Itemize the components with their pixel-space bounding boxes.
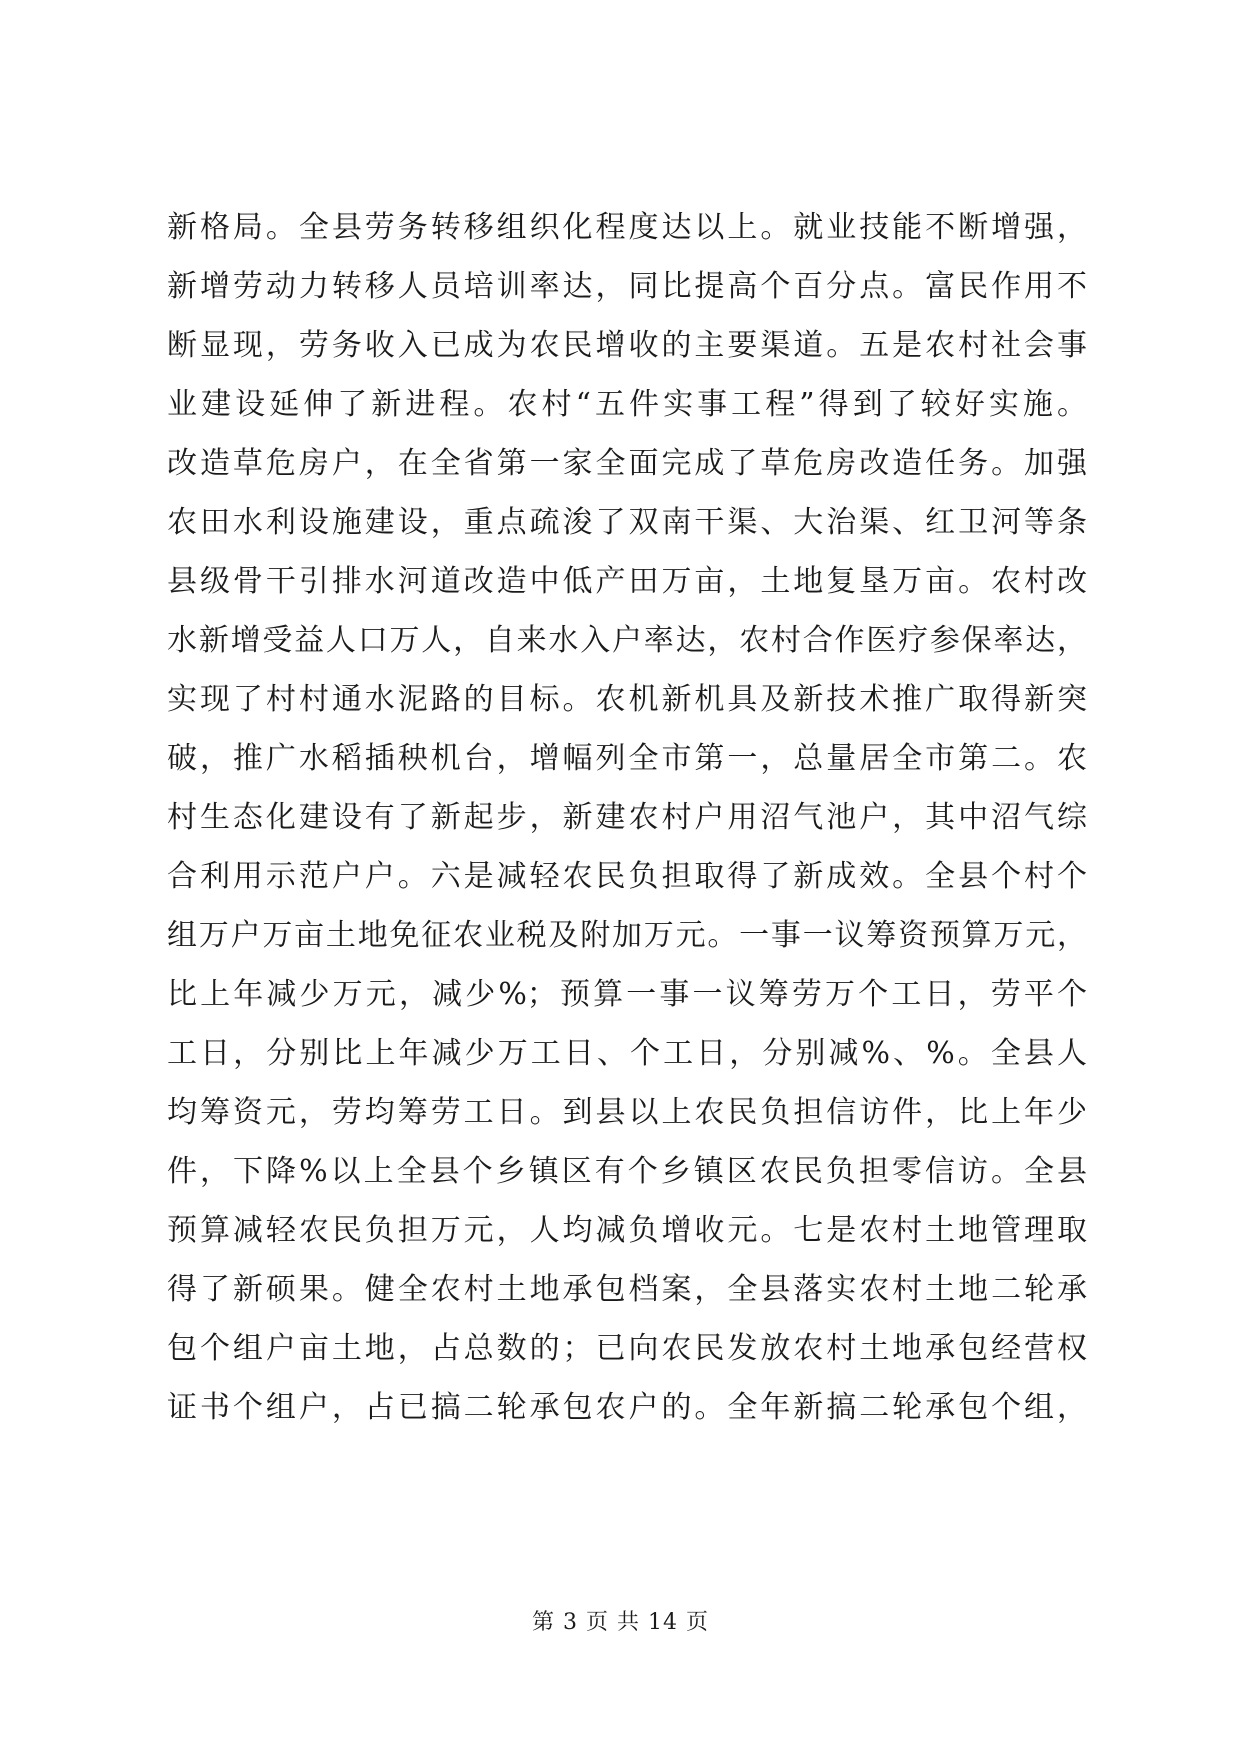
body-text	[167, 198, 1087, 1437]
text-line: 比上年减少万元，减少%；预算一事一议筹劳万个工日，劳平个	[167, 977, 1087, 1012]
text-line: 工日，分别比上年减少万工日、个工日，分别减%、%。全县人	[167, 1036, 1087, 1071]
text-line: 实现了村村通水泥路的目标。农机新机具及新技术推广取得新突	[167, 682, 1087, 717]
text-line: 组万户万亩土地免征农业税及附加万元。一事一议筹资预算万元，	[167, 918, 1087, 953]
text-line: 合利用示范户户。六是减轻农民负担取得了新成效。全县个村个	[167, 859, 1087, 894]
text-line: 县级骨干引排水河道改造中低产田万亩，土地复垦万亩。农村改	[167, 564, 1087, 599]
text-line: 改造草危房户，在全省第一家全面完成了草危房改造任务。加强	[167, 446, 1087, 481]
text-line: 农田水利设施建设，重点疏浚了双南干渠、大治渠、红卫河等条	[167, 505, 1087, 540]
page-footer: 第 3 页 共 14 页	[532, 1610, 709, 1635]
text-line: 件，下降%以上全县个乡镇区有个乡镇区农民负担零信访。全县	[167, 1154, 1087, 1189]
text-line: 证书个组户，占已搞二轮承包农户的。全年新搞二轮承包个组，	[167, 1390, 1087, 1425]
text-line: 均筹资元，劳均筹劳工日。到县以上农民负担信访件，比上年少	[167, 1095, 1087, 1130]
text-line: 包个组户亩土地，占总数的；已向农民发放农村土地承包经营权	[167, 1331, 1087, 1366]
text-line: 断显现，劳务收入已成为农民增收的主要渠道。五是农村社会事	[167, 328, 1087, 363]
text-line: 村生态化建设有了新起步，新建农村户用沼气池户，其中沼气综	[167, 800, 1087, 835]
text-line: 预算减轻农民负担万元，人均减负增收元。七是农村土地管理取	[167, 1213, 1087, 1248]
text-line: 水新增受益人口万人，自来水入户率达，农村合作医疗参保率达，	[167, 623, 1087, 658]
text-line: 新格局。全县劳务转移组织化程度达以上。就业技能不断增强，	[167, 210, 1087, 245]
text-line: 破，推广水稻插秧机台，增幅列全市第一，总量居全市第二。农	[167, 741, 1087, 776]
text-line: 业建设延伸了新进程。农村“五件实事工程”得到了较好实施。	[167, 387, 1087, 422]
text-line: 新增劳动力转移人员培训率达，同比提高个百分点。富民作用不	[167, 269, 1087, 304]
text-line: 得了新硕果。健全农村土地承包档案，全县落实农村土地二轮承	[167, 1272, 1087, 1307]
